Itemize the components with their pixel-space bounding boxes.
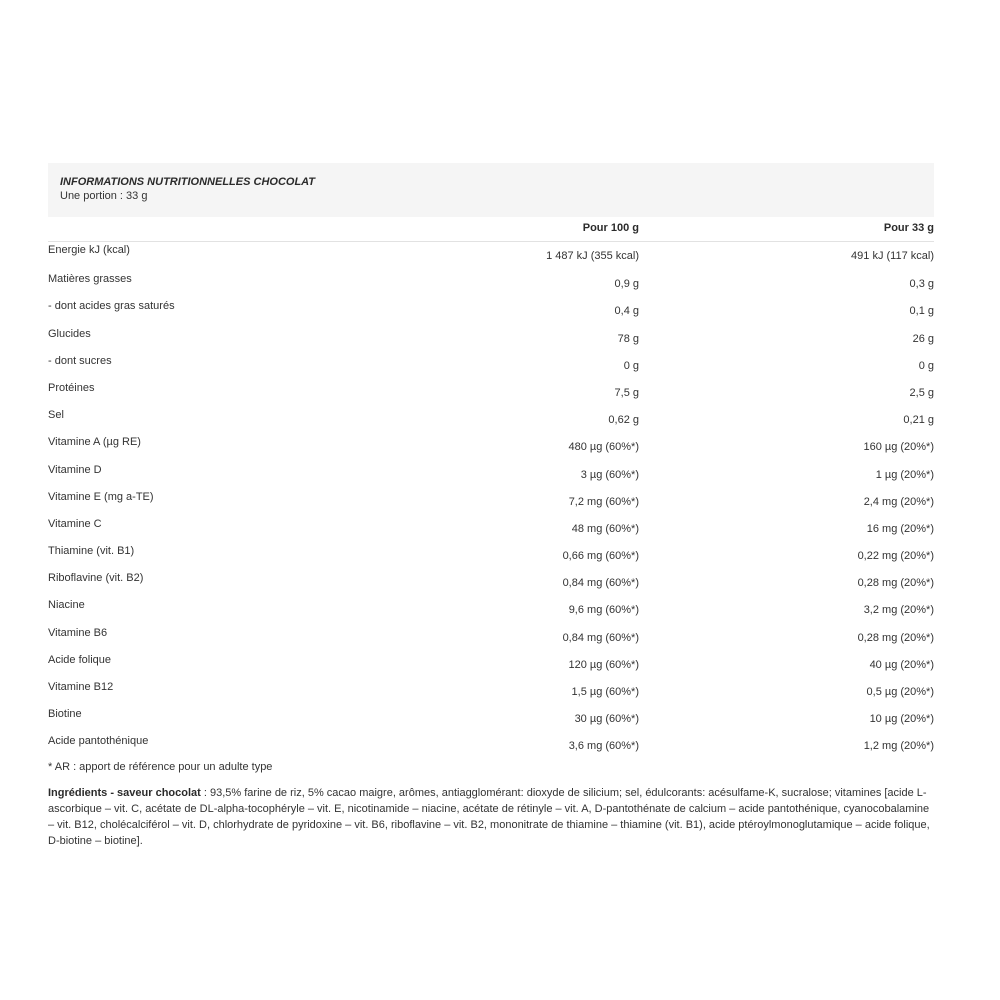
nutrient-name: Energie kJ (kcal) [48, 244, 130, 256]
nutrient-name: Niacine [48, 599, 85, 612]
value-per33: 2,4 mg (20%*) [863, 495, 934, 508]
nutrient-name: Protéines [48, 381, 95, 394]
nutrient-name: Vitamine C [48, 517, 102, 530]
value-per100: 120 µg (60%*) [568, 658, 639, 671]
table-row [48, 568, 934, 595]
nutrient-name: - dont acides gras saturés [48, 300, 175, 313]
nutrient-name: Vitamine D [48, 463, 102, 476]
table-row [48, 623, 934, 650]
value-per100: 1,5 µg (60%*) [571, 686, 639, 698]
portion-size: Une portion : 33 g [60, 190, 148, 202]
ingredients-text [48, 785, 934, 849]
value-per100: 30 µg (60%*) [574, 713, 639, 726]
table-row [48, 514, 934, 541]
value-per100: 78 g [617, 332, 639, 345]
value-per33: 1 µg (20%*) [875, 468, 934, 481]
table-row [48, 487, 934, 514]
value-per100: 0,62 g [608, 414, 639, 427]
nutrient-name: Vitamine B6 [48, 626, 108, 639]
value-per100: 0,84 mg (60%*) [562, 577, 639, 590]
value-per33: 0,1 g [909, 305, 934, 318]
column-header-per33: Pour 33 g [883, 222, 934, 234]
value-per33: 10 µg (20%*) [869, 713, 934, 726]
column-headers [48, 217, 934, 242]
nutrient-name: Vitamine A (µg RE) [48, 436, 141, 449]
value-per100: 0,9 g [614, 278, 639, 291]
value-per33: 491 kJ (117 kcal) [851, 250, 934, 262]
value-per33: 16 mg (20%*) [866, 522, 934, 535]
table-row [48, 324, 934, 351]
value-per100: 3,6 mg (60%*) [568, 740, 639, 753]
table-row [48, 296, 934, 323]
table-row [48, 405, 934, 432]
value-per33: 0,21 g [903, 414, 934, 427]
value-per33: 40 µg (20%*) [869, 658, 934, 671]
value-per100: 7,2 mg (60%*) [568, 495, 639, 508]
value-per33: 26 g [912, 332, 934, 345]
value-per100: 1 487 kJ (355 kcal) [546, 250, 639, 262]
table-row [48, 541, 934, 568]
value-per33: 0,5 µg (20%*) [866, 686, 934, 698]
nutrition-title: INFORMATIONS NUTRITIONNELLES CHOCOLAT [60, 176, 316, 188]
value-per33: 0 g [918, 359, 934, 372]
nutrient-name: Vitamine E (mg a-TE) [48, 490, 154, 503]
value-per33: 3,2 mg (20%*) [863, 604, 934, 617]
nutrition-table [48, 242, 934, 759]
value-per33: 1,2 mg (20%*) [863, 740, 934, 753]
nutrient-name: Glucides [48, 327, 91, 340]
table-row [48, 351, 934, 378]
ingredients-list: : 93,5% farine de riz, 5% cacao maigre, arômes, antiagglomérant: dioxyde de silicium; sel, édulcorants: acésulfame-K, sucralose; vitamines [acide L-ascorbique – vit. C, acétate de DL-alpha-tocophéryle – vit. E, nicotinamide – niacine, acétate de rétinyle – vit. A, D-pantothénate de calcium – acide pantothénique, cyanocobalamine – vit. B12, cholécalciférol – vit. D, chlorhydrate de pyridoxine – vit. B6, riboflavine – vit. B2, mononitrate de thiamine – thiamine (vit. B1), acide ptéroylmonoglutamique – acide folique, D-biotine – biotine]. [48, 786, 930, 847]
nutrient-name: Sel [48, 409, 64, 422]
nutrition-panel [48, 163, 934, 849]
value-per100: 7,5 g [614, 386, 639, 399]
nutrient-name: Vitamine B12 [48, 681, 114, 693]
table-row [48, 378, 934, 405]
nutrient-name: Biotine [48, 708, 82, 721]
value-per100: 9,6 mg (60%*) [568, 604, 639, 617]
value-per100: 0,84 mg (60%*) [562, 631, 639, 644]
nutrient-name: Thiamine (vit. B1) [48, 545, 135, 558]
value-per33: 0,28 mg (20%*) [857, 631, 934, 644]
table-row [48, 677, 934, 704]
value-per100: 3 µg (60%*) [580, 468, 639, 481]
nutrition-header [48, 163, 934, 217]
value-per33: 0,22 mg (20%*) [857, 550, 934, 563]
nutrient-name: Matières grasses [48, 273, 132, 286]
table-row [48, 432, 934, 459]
value-per100: 0,4 g [614, 305, 639, 318]
table-row [48, 731, 934, 758]
value-per33: 160 µg (20%*) [863, 441, 934, 454]
nutrient-name: - dont sucres [48, 354, 112, 367]
value-per100: 0,66 mg (60%*) [562, 550, 639, 563]
nutrient-name: Riboflavine (vit. B2) [48, 572, 144, 585]
value-per33: 0,28 mg (20%*) [857, 577, 934, 590]
column-header-per100: Pour 100 g [582, 222, 639, 234]
value-per33: 0,3 g [909, 278, 934, 291]
value-per33: 2,5 g [909, 386, 934, 399]
nutrient-name: Acide folique [48, 653, 111, 666]
value-per100: 0 g [623, 359, 639, 372]
value-per100: 48 mg (60%*) [571, 522, 639, 535]
value-per100: 480 µg (60%*) [568, 441, 639, 454]
table-row [48, 460, 934, 487]
table-row [48, 242, 934, 269]
table-row [48, 595, 934, 622]
ingredients-label: Ingrédients - saveur chocolat [48, 786, 201, 799]
table-row [48, 650, 934, 677]
nutrient-name: Acide pantothénique [48, 735, 149, 748]
table-row [48, 269, 934, 296]
footnote: * AR : apport de référence pour un adulte type [48, 760, 273, 773]
table-row [48, 704, 934, 731]
